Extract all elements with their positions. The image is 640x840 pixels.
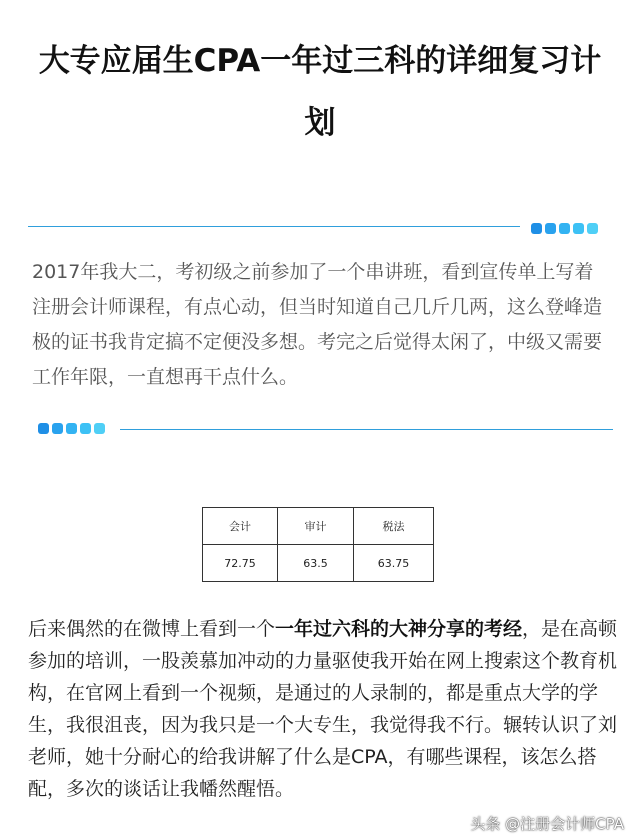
decor-dot <box>531 223 542 234</box>
decor-dot <box>587 223 598 234</box>
table-header-cell: 税法 <box>354 508 434 545</box>
title-line-1: 大专应届生CPA一年过三科的详细复习计 <box>38 43 602 79</box>
decor-dot <box>94 423 105 434</box>
table-header-cell: 会计 <box>203 508 278 545</box>
table-header-row <box>203 508 434 545</box>
table-cell: 63.5 <box>278 545 354 582</box>
decor-dot <box>38 423 49 434</box>
para-text-rest: ，是在高顿参加的培训，一股羡慕加冲动的力量驱使我开始在网上搜索这个教育机构，在官网上看到一个视频，是通过的人录制的，都是重点大学的学生，我很沮丧，因为我只是一个大专生，我觉得我不行。辗转认识了刘老师，她十分耐心的给我讲解了什么是CPA，有哪些课程，该怎么搭配，多次的谈话让我幡然醒悟。 <box>28 618 618 800</box>
decor-dots-bottom <box>38 423 105 434</box>
decor-dot <box>573 223 584 234</box>
decor-dot <box>66 423 77 434</box>
para-emphasis: 一年过六科的大神分享的考经 <box>275 618 523 640</box>
table-header-cell: 审计 <box>278 508 354 545</box>
article-title <box>20 30 620 154</box>
title-line-2: 划 <box>304 105 336 141</box>
decor-dot <box>545 223 556 234</box>
decor-dot <box>52 423 63 434</box>
para-text-start: 后来偶然的在微博上看到一个 <box>28 618 276 640</box>
score-table <box>202 507 434 582</box>
decor-dots-top <box>531 223 598 234</box>
intro-quote <box>32 255 612 395</box>
intro-quote-text: 2017年我大二，考初级之前参加了一个串讲班，看到宣传单上写着注册会计师课程，有点心动，但当时知道自己几斤几两，这么登峰造极的证书我肯定搞不定便没多想。考完之后觉得太闲了，中级又需要工作年限，一直想再干点什么。 <box>32 261 603 388</box>
decor-dot <box>80 423 91 434</box>
divider-line-bottom <box>120 429 613 430</box>
divider-line-top <box>28 226 520 227</box>
source-watermark: 头条 @注册会计师CPA <box>470 815 624 833</box>
table-cell: 63.75 <box>354 545 434 582</box>
body-paragraph <box>28 613 628 805</box>
table-row <box>203 545 434 582</box>
table-cell: 72.75 <box>203 545 278 582</box>
decor-dot <box>559 223 570 234</box>
